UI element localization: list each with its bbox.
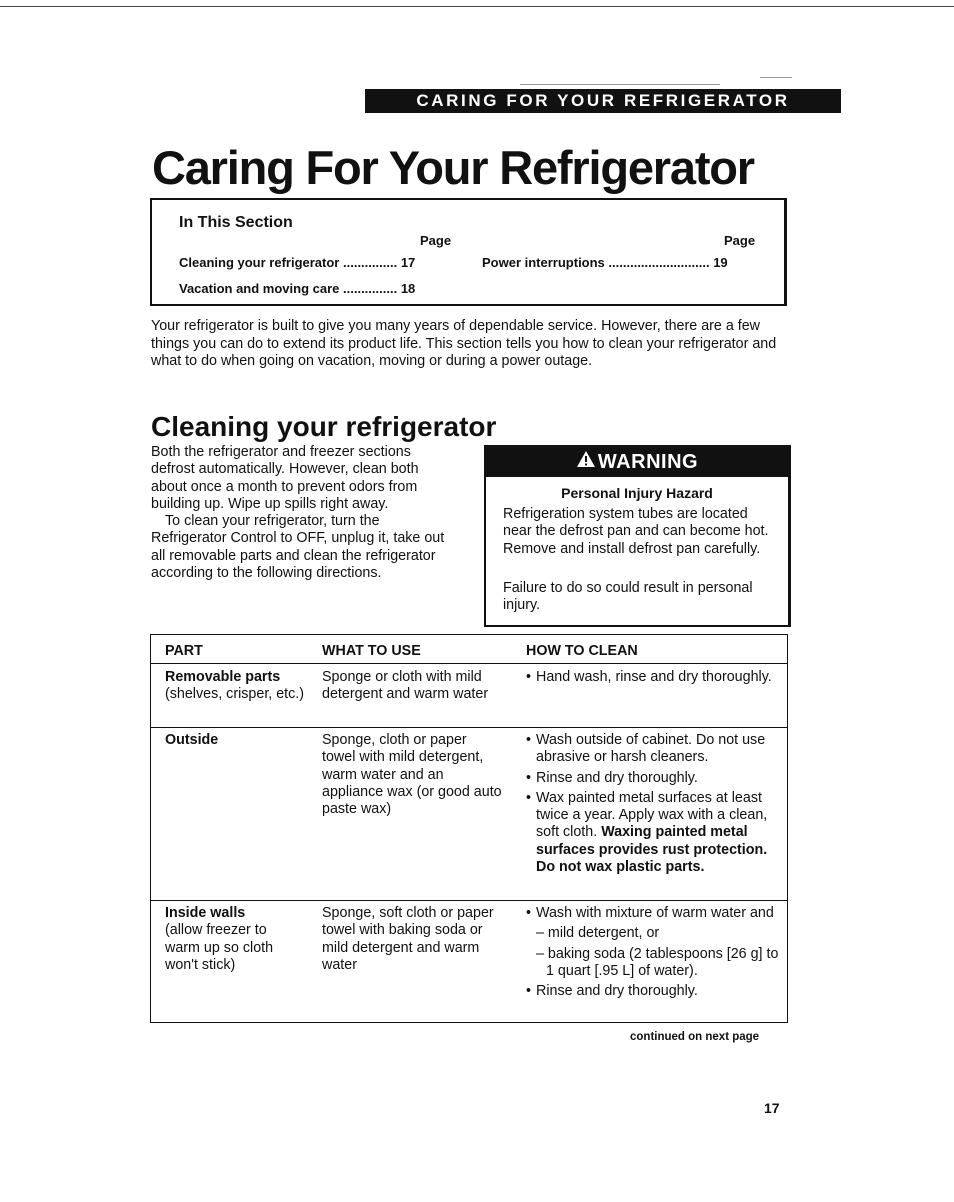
continued-note: continued on next page: [630, 1031, 760, 1043]
table-row-how: • Hand wash, rinse and dry thoroughly.: [526, 669, 772, 685]
toc-item-cleaning[interactable]: Cleaning your refrigerator ............... 17: [179, 255, 416, 270]
warning-label: WARNING: [597, 450, 699, 473]
table-row-part: Inside walls (allow freezer to warm up so cloth won't stick): [165, 905, 274, 973]
table-rule: [151, 900, 787, 901]
bullet: •: [526, 669, 532, 685]
table-row-use: Sponge, soft cloth or paper towel with baking soda or mild detergent and warm water: [322, 905, 494, 973]
table-row-how: • Wash with mixture of warm water and – mild detergent, or – baking soda (2 tablespoons [26 g] to 1 quart [.95 L] of water). • Rinse and dry thoroughly.: [526, 905, 779, 1000]
warning-bar: [486, 447, 788, 477]
toc-item-vacation[interactable]: Vacation and moving care ............... 18: [179, 281, 416, 296]
table-rule: [151, 663, 787, 664]
cleaning-paragraph: To clean your refrigerator, turn the Refrigerator Control to OFF, unplug it, take out all removable parts and clean the refrigerator according to the following directions.: [151, 513, 445, 582]
table-row-how: • Wash outside of cabinet. Do not use abrasive or harsh cleaners. • Rinse and dry thoroughly. • Wax painted metal surfaces at least twice a year. Apply wax with a clean, soft cloth. Waxing painted metal surfaces provides rust protection. Do not wax plastic parts.: [526, 732, 768, 876]
column-header-how-to-clean: HOW TO CLEAN: [526, 643, 638, 659]
table-row-use: Sponge or cloth with mild detergent and warm water: [322, 669, 489, 703]
page-title: Caring For Your Refrigerator: [152, 141, 754, 194]
bullet: •: [526, 732, 532, 748]
bullet: •: [526, 769, 532, 786]
top-rule: [0, 6, 954, 7]
table-row-part: Outside: [165, 732, 219, 748]
page-column-label: Page: [724, 233, 756, 248]
section-heading: Cleaning your refrigerator: [151, 411, 497, 442]
column-header-part: PART: [165, 643, 203, 659]
page-column-label: Page: [420, 233, 452, 248]
cleaning-table: [150, 634, 788, 1023]
warning-triangle-icon: [576, 450, 596, 474]
warning-text: Refrigeration system tubes are located near the defrost pan and can become hot. Remove and install defrost pan carefully.: [503, 506, 769, 557]
warning-box: [484, 445, 791, 627]
bullet: •: [526, 983, 532, 1000]
bullet: •: [526, 905, 532, 921]
section-header-band: CARING FOR YOUR REFRIGERATOR: [365, 89, 841, 113]
cleaning-paragraph: Both the refrigerator and freezer sections defrost automatically. However, clean both about once a month to prevent odors from building up. Wipe up spills right away.: [151, 444, 419, 512]
cleaning-text: [151, 444, 451, 582]
table-rule: [151, 727, 787, 728]
warning-title: Personal Injury Hazard: [561, 485, 713, 501]
in-this-section-box: [150, 198, 787, 306]
scan-mark: [760, 77, 792, 78]
warning-text: Failure to do so could result in personal injury.: [503, 580, 753, 614]
table-row-part: Removable parts (shelves, crisper, etc.): [165, 669, 305, 703]
scan-mark: [520, 84, 720, 85]
column-header-what-to-use: WHAT TO USE: [322, 643, 421, 659]
table-row-use: Sponge, cloth or paper towel with mild detergent, warm water and an appliance wax (or good auto paste wax): [322, 732, 502, 818]
toc-item-power[interactable]: Power interruptions ............................ 19: [482, 255, 728, 270]
toc-heading: In This Section: [179, 214, 293, 231]
bullet: •: [526, 789, 532, 806]
page-number: 17: [764, 1100, 780, 1116]
intro-paragraph: Your refrigerator is built to give you many years of dependable service. However, there are a few things you can do to extend its product life. This section tells you how to clean your refrigerator and what to do when going on vacation, moving or during a power outage.: [151, 318, 777, 369]
